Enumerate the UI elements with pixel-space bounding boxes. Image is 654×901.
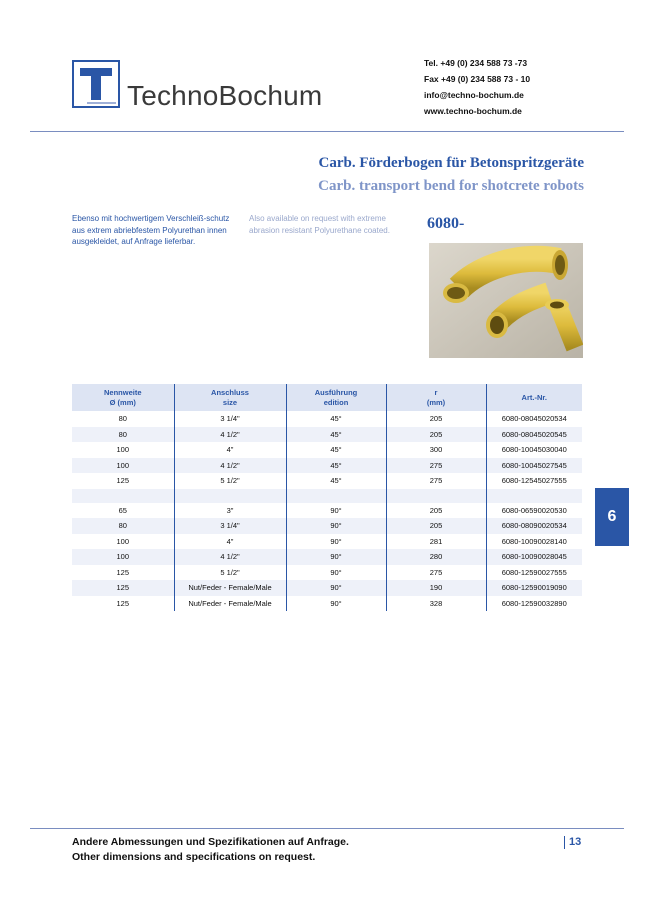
cell-ausfuehrung: 90° xyxy=(286,503,386,519)
cell-nennweite: 100 xyxy=(116,536,129,546)
cell-art-nr: 6080-08045020545 xyxy=(486,427,582,443)
cell-anschluss: Nut/Feder - Female/Male xyxy=(174,580,286,596)
cell-ausfuehrung: 90° xyxy=(286,580,386,596)
cell-art-nr: 6080-12545027555 xyxy=(486,473,582,489)
table-row xyxy=(72,473,582,489)
cell-radius: 205 xyxy=(386,427,486,443)
cell-ausfuehrung: 45° xyxy=(286,458,386,474)
cell-radius: 205 xyxy=(386,411,486,427)
header-ausfuehrung: Ausführung edition xyxy=(286,384,386,411)
cell-nennweite: 125 xyxy=(116,598,129,608)
table-spacer-row xyxy=(72,489,582,503)
cell-anschluss: 5 1/2" xyxy=(174,565,286,581)
cell-art-nr: 6080-12590027555 xyxy=(486,565,582,581)
article-prefix: 6080- xyxy=(427,215,465,232)
cell-nennweite: 80 xyxy=(72,518,174,534)
table-row xyxy=(72,442,582,458)
cell-anschluss: 4 1/2" xyxy=(174,549,286,565)
cell-radius: 205 xyxy=(386,503,486,519)
contact-email[interactable]: info@techno-bochum.de xyxy=(424,90,524,100)
cell-art-nr: 6080-08090020534 xyxy=(486,518,582,534)
cell-nennweite: 100 xyxy=(72,458,174,474)
footer-note-de: Andere Abmessungen und Spezifikationen auf Anfrage. xyxy=(72,836,349,848)
description-en: Also available on request with extreme abrasion resistant Polyurethane coated. xyxy=(249,214,390,235)
cell-nennweite: 125 xyxy=(116,476,129,486)
table-row xyxy=(72,565,582,581)
table-row xyxy=(72,458,582,474)
description-de: Ebenso mit hochwertigem Verschleiß-schutz aus extrem abriebfestem Polyurethan innen ausgekleidet, auf Anfrage lieferbar. xyxy=(72,214,230,246)
company-logo-icon xyxy=(72,60,120,108)
cell-anschluss: 3 1/4" xyxy=(174,518,286,534)
cell-anschluss: 4" xyxy=(174,534,286,550)
cell-nennweite: 125 xyxy=(116,567,129,577)
cell-art-nr: 6080-08045020534 xyxy=(486,411,582,427)
cell-ausfuehrung: 90° xyxy=(286,596,386,612)
cell-anschluss: Nut/Feder - Female/Male xyxy=(174,596,286,612)
cell-anschluss: 4" xyxy=(174,442,286,458)
cell-ausfuehrung: 45° xyxy=(286,473,386,489)
cell-radius: 281 xyxy=(386,534,486,550)
cell-radius: 190 xyxy=(386,580,486,596)
cell-nennweite: 65 xyxy=(118,505,127,515)
contact-website[interactable]: www.techno-bochum.de xyxy=(424,106,522,116)
table-row xyxy=(72,534,582,550)
cell-radius: 328 xyxy=(386,596,486,612)
company-name: TechnoBochum xyxy=(127,80,323,111)
chapter-tab: 6 xyxy=(595,488,629,546)
page-title-en: Carb. transport bend for shotcrete robots xyxy=(318,178,584,194)
cell-art-nr: 6080-10045027545 xyxy=(486,458,582,474)
cell-anschluss: 4 1/2" xyxy=(174,458,286,474)
cell-radius: 275 xyxy=(386,473,486,489)
cell-ausfuehrung: 90° xyxy=(286,518,386,534)
product-table xyxy=(72,384,582,611)
table-row xyxy=(72,411,582,427)
header-art-nr: Art.-Nr. xyxy=(486,384,582,411)
page-title-de: Carb. Förderbogen für Betonspritzgeräte xyxy=(318,155,584,171)
cell-ausfuehrung: 90° xyxy=(286,534,386,550)
table-row xyxy=(72,427,582,443)
cell-ausfuehrung: 45° xyxy=(286,411,386,427)
footer-divider xyxy=(30,828,624,829)
cell-nennweite: 80 xyxy=(72,427,174,443)
header-divider xyxy=(30,131,624,132)
table-row xyxy=(72,503,582,519)
contact-fax: Fax +49 (0) 234 588 73 - 10 xyxy=(424,74,531,84)
cell-art-nr: 6080-10090028045 xyxy=(486,549,582,565)
contact-block xyxy=(424,55,530,119)
cell-nennweite: 80 xyxy=(118,414,127,424)
cell-art-nr: 6080-10045030040 xyxy=(486,442,582,458)
cell-anschluss: 4 1/2" xyxy=(174,427,286,443)
cell-ausfuehrung: 45° xyxy=(286,442,386,458)
product-photo xyxy=(429,243,583,358)
table-row xyxy=(72,580,582,596)
footer-note-en: Other dimensions and specifications on request. xyxy=(72,851,316,863)
table-row xyxy=(72,549,582,565)
cell-art-nr: 6080-12590019090 xyxy=(486,580,582,596)
cell-anschluss: 3 1/4" xyxy=(174,411,286,427)
header-nennweite: Nennweite Ø (mm) xyxy=(72,384,174,411)
transport-bend-image xyxy=(429,243,583,358)
header-anschluss: Anschluss size xyxy=(174,384,286,411)
cell-nennweite: 100 xyxy=(116,445,129,455)
cell-anschluss: 3" xyxy=(174,503,286,519)
table-row xyxy=(72,518,582,534)
cell-ausfuehrung: 45° xyxy=(286,427,386,443)
cell-radius: 275 xyxy=(386,458,486,474)
header-radius: r (mm) xyxy=(386,384,486,411)
cell-radius: 205 xyxy=(386,518,486,534)
cell-radius: 280 xyxy=(386,549,486,565)
cell-ausfuehrung: 90° xyxy=(286,549,386,565)
cell-radius: 300 xyxy=(386,442,486,458)
cell-nennweite: 125 xyxy=(72,580,174,596)
cell-art-nr: 6080-10090028140 xyxy=(486,534,582,550)
cell-ausfuehrung: 90° xyxy=(286,565,386,581)
cell-nennweite: 100 xyxy=(72,549,174,565)
table-row xyxy=(72,596,582,612)
contact-tel: Tel. +49 (0) 234 588 73 -73 xyxy=(424,58,528,68)
cell-anschluss: 5 1/2" xyxy=(174,473,286,489)
page-number: 13 xyxy=(564,836,581,849)
cell-radius: 275 xyxy=(386,565,486,581)
cell-art-nr: 6080-06590020530 xyxy=(486,503,582,519)
cell-art-nr: 6080-12590032890 xyxy=(486,596,582,612)
table-header-row xyxy=(72,384,582,411)
